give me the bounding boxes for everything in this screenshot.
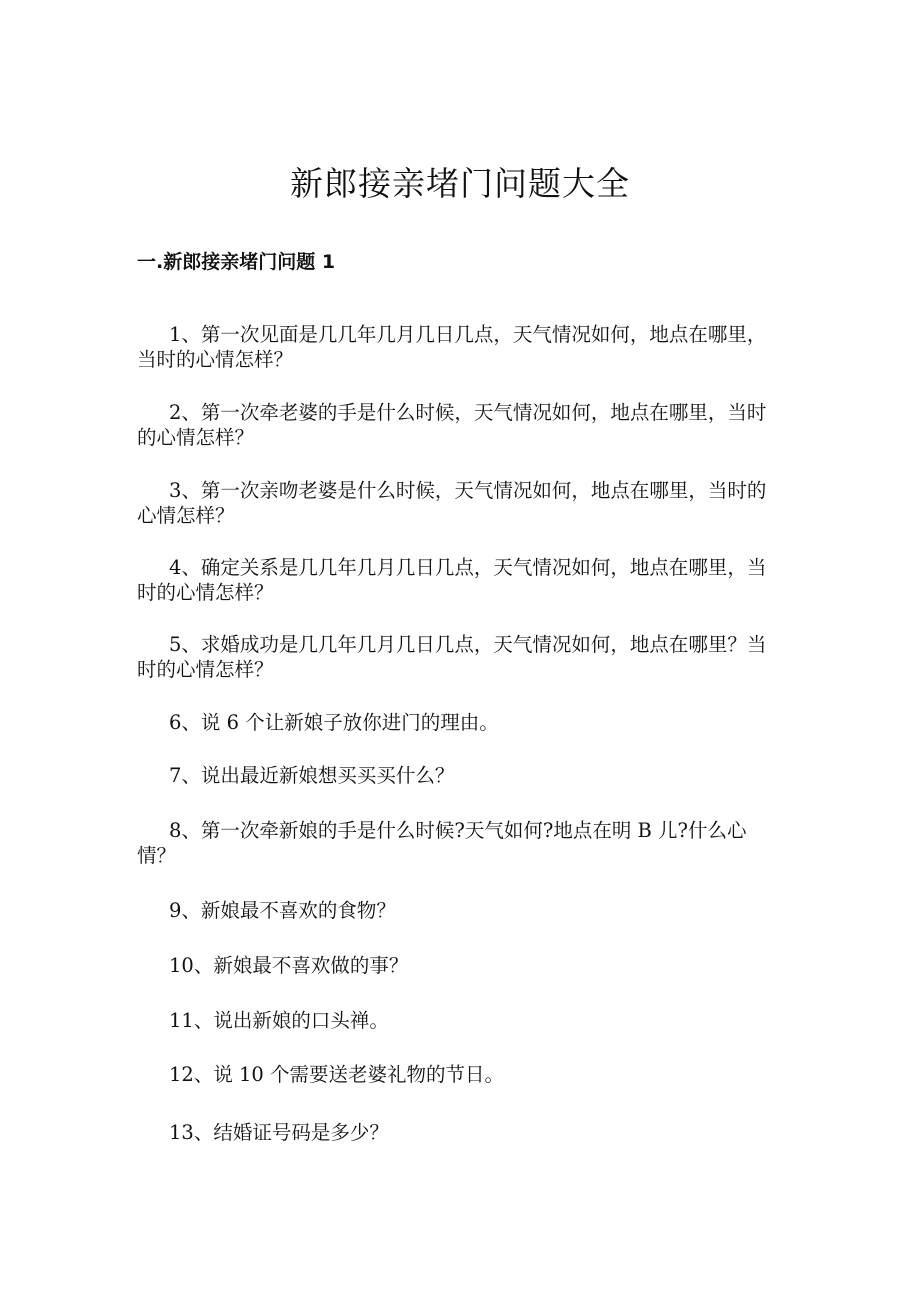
question-item: 6、说 6 个让新娘子放你进门的理由。	[169, 711, 499, 734]
question-item: 10、新娘最不喜欢做的事？	[169, 954, 409, 977]
question-item: 13、结婚证号码是多少？	[169, 1121, 389, 1144]
question-item: 2、第一次牵老婆的手是什么时候，天气情况如何，地点在哪里，当时的心情怎样？	[137, 401, 767, 449]
question-item: 9、新娘最不喜欢的食物？	[169, 899, 396, 922]
question-item: 1、第一次见面是几几年几月几日几点，天气情况如何，地点在哪里，当时的心情怎样？	[137, 323, 767, 371]
question-item: 12、说 10 个需要送老婆礼物的节日。	[169, 1063, 505, 1086]
question-item: 3、第一次亲吻老婆是什么时候，天气情况如何，地点在哪里，当时的心情怎样？	[137, 479, 767, 527]
question-item: 5、求婚成功是几几年几月几日几点，天气情况如何，地点在哪里？当时的心情怎样？	[137, 633, 767, 681]
page-title: 新郎接亲堵门问题大全	[290, 164, 630, 203]
question-item: 8、第一次牵新娘的手是什么时候?天气如何?地点在明 B 儿?什么心情？	[137, 819, 747, 867]
question-item: 11、说出新娘的口头禅。	[169, 1009, 389, 1032]
section-heading: 一.新郎接亲堵门问题 1	[137, 251, 336, 273]
question-item: 4、确定关系是几几年几月几日几点，天气情况如何，地点在哪里，当时的心情怎样？	[137, 556, 767, 604]
question-item: 7、说出最近新娘想买买买什么？	[169, 764, 455, 787]
